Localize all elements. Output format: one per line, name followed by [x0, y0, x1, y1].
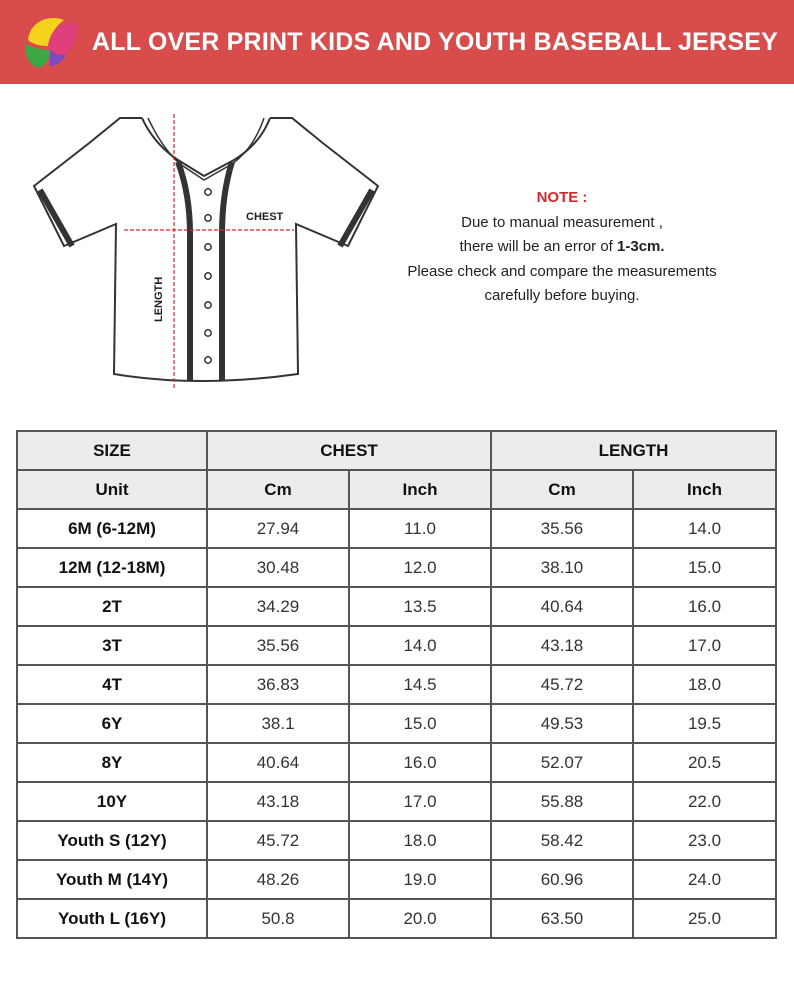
chest-inch-cell: 12.0: [349, 548, 491, 587]
note-line-4: carefully before buying.: [484, 287, 640, 304]
chest-cm-cell: 45.72: [207, 821, 349, 860]
chest-cm-cell: 43.18: [207, 782, 349, 821]
header-chest: CHEST: [207, 431, 491, 470]
header-unit: Unit: [17, 470, 207, 509]
table-row: [17, 509, 776, 548]
table-row: [17, 665, 776, 704]
header-chest-cm: Cm: [207, 470, 349, 509]
colorful-leaf-logo-icon: [20, 10, 82, 72]
chest-cm-cell: 27.94: [207, 509, 349, 548]
size-cell: 2T: [17, 587, 207, 626]
size-cell: 4T: [17, 665, 207, 704]
length-cm-cell: 35.56: [491, 509, 633, 548]
length-label: LENGTH: [153, 276, 165, 322]
table-unit-row: [17, 470, 776, 509]
size-cell: 8Y: [17, 743, 207, 782]
note-line-1: Due to manual measurement ,: [461, 213, 663, 231]
header-chest-inch: Inch: [349, 470, 491, 509]
chest-inch-cell: 11.0: [349, 509, 491, 548]
note-line-2: [384, 235, 740, 260]
length-cm-cell: 52.07: [491, 743, 633, 782]
chest-cm-cell: 36.83: [207, 665, 349, 704]
chest-inch-cell: 16.0: [349, 743, 491, 782]
chest-inch-cell: 14.5: [349, 665, 491, 704]
chest-label: CHEST: [246, 211, 284, 223]
table-row: [17, 899, 776, 938]
length-inch-cell: 23.0: [633, 821, 776, 860]
table-row: [17, 704, 776, 743]
length-inch-cell: 19.5: [633, 704, 776, 743]
table-row: [17, 743, 776, 782]
table-row: [17, 860, 776, 899]
length-inch-cell: 24.0: [633, 860, 776, 899]
length-inch-cell: 20.5: [633, 743, 776, 782]
header-length: LENGTH: [491, 431, 776, 470]
note-line-3: Please check and compare the measurements: [407, 262, 717, 280]
header-length-cm: Cm: [491, 470, 633, 509]
chest-inch-cell: 17.0: [349, 782, 491, 821]
size-cell: 6Y: [17, 704, 207, 743]
note-line-2-text: there will be an error of: [459, 238, 618, 255]
page-title: ALL OVER PRINT KIDS AND YOUTH BASEBALL JERSEY: [92, 27, 778, 56]
note-title: NOTE :: [536, 189, 588, 206]
length-cm-cell: 40.64: [491, 587, 633, 626]
chest-cm-cell: 30.48: [207, 548, 349, 587]
length-inch-cell: 25.0: [633, 899, 776, 938]
chest-inch-cell: 15.0: [349, 704, 491, 743]
chest-cm-cell: 38.1: [207, 704, 349, 743]
length-cm-cell: 38.10: [491, 548, 633, 587]
table-row: [17, 548, 776, 587]
size-cell: Youth S (12Y): [17, 821, 207, 860]
size-chart-table: [16, 430, 777, 939]
chest-cm-cell: 35.56: [207, 626, 349, 665]
length-cm-cell: 43.18: [491, 626, 633, 665]
size-cell: 10Y: [17, 782, 207, 821]
table-header-row: [17, 431, 776, 470]
length-cm-cell: 63.50: [491, 899, 633, 938]
chest-inch-cell: 20.0: [349, 899, 491, 938]
note-error-range: 1-3cm.: [617, 238, 665, 255]
header-size: SIZE: [17, 431, 207, 470]
chest-inch-cell: 13.5: [349, 587, 491, 626]
length-inch-cell: 17.0: [633, 626, 776, 665]
length-cm-cell: 58.42: [491, 821, 633, 860]
header-length-inch: Inch: [633, 470, 776, 509]
table-row: [17, 821, 776, 860]
chest-inch-cell: 18.0: [349, 821, 491, 860]
table-row: [17, 782, 776, 821]
chest-inch-cell: 19.0: [349, 860, 491, 899]
length-inch-cell: 22.0: [633, 782, 776, 821]
table-row: [17, 587, 776, 626]
chest-cm-cell: 34.29: [207, 587, 349, 626]
table-row: [17, 626, 776, 665]
length-inch-cell: 14.0: [633, 509, 776, 548]
page-header: [0, 0, 794, 84]
size-cell: 12M (12-18M): [17, 548, 207, 587]
size-cell: Youth M (14Y): [17, 860, 207, 899]
chest-cm-cell: 50.8: [207, 899, 349, 938]
length-inch-cell: 18.0: [633, 665, 776, 704]
chest-cm-cell: 48.26: [207, 860, 349, 899]
measurement-note: [384, 186, 740, 309]
length-cm-cell: 45.72: [491, 665, 633, 704]
baseball-jersey-outline-icon: [28, 104, 390, 400]
size-cell: Youth L (16Y): [17, 899, 207, 938]
size-cell: 6M (6-12M): [17, 509, 207, 548]
length-cm-cell: 55.88: [491, 782, 633, 821]
length-inch-cell: 16.0: [633, 587, 776, 626]
length-cm-cell: 60.96: [491, 860, 633, 899]
length-cm-cell: 49.53: [491, 704, 633, 743]
length-inch-cell: 15.0: [633, 548, 776, 587]
size-cell: 3T: [17, 626, 207, 665]
chest-inch-cell: 14.0: [349, 626, 491, 665]
chest-cm-cell: 40.64: [207, 743, 349, 782]
